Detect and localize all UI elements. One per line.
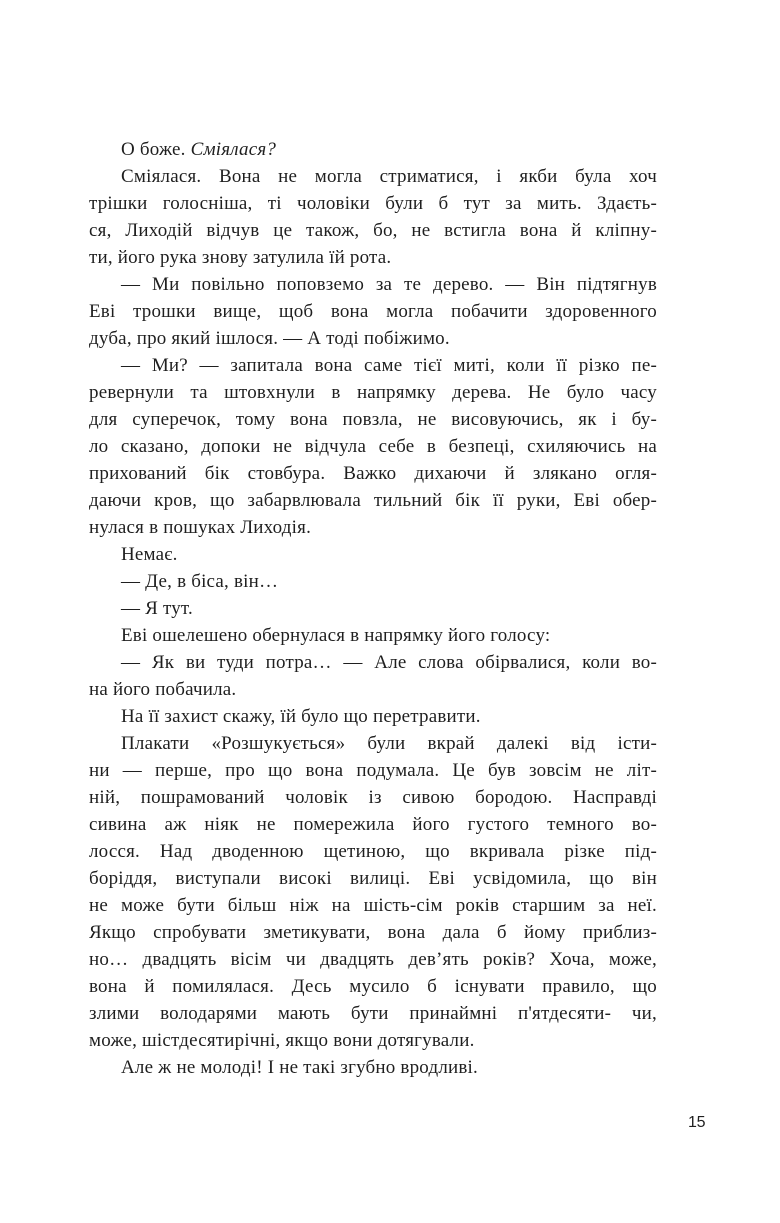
text-line (89, 568, 657, 595)
text-line (89, 595, 657, 622)
text-run: Еві трошки вище, щоб вона могла побачити здоровенного (89, 301, 657, 322)
text-run: На її захист скажу, їй було що перетравити. (121, 706, 481, 727)
text-run: Еві ошелешено обернулася в напрямку його голосу: (121, 625, 551, 646)
italic-text-run: Сміялася? (190, 139, 277, 160)
text-line (89, 973, 657, 1000)
text-line (89, 352, 657, 379)
text-run: — Я тут. (121, 598, 193, 619)
text-line (89, 136, 657, 163)
text-line (89, 784, 657, 811)
text-line (89, 514, 657, 541)
text-run: ревернули та штовхнули в напрямку дерева. Не було часу (89, 382, 657, 403)
text-line (89, 379, 657, 406)
text-run: боріддя, виступали високі вилиці. Еві усвідомила, що він (89, 868, 657, 889)
text-line (89, 460, 657, 487)
text-run: трішки голосніша, ті чоловіки були б тут за мить. Здаєть- (89, 193, 657, 214)
text-line (89, 1000, 657, 1027)
text-run: сивина аж ніяк не помережила його густого темного во- (89, 814, 657, 835)
text-line (89, 244, 657, 271)
text-line (89, 919, 657, 946)
text-line (89, 730, 657, 757)
text-run: Але ж не молоді! І не такі згубно вродливі. (121, 1057, 478, 1078)
text-run: нулася в пошуках Лиходія. (89, 517, 312, 538)
text-run: для суперечок, тому вона повзла, не висовуючись, як і бу- (89, 409, 657, 430)
text-run: Немає. (121, 544, 178, 565)
text-line (89, 433, 657, 460)
text-run: злими володарями мають бути принаймні п'ятдесяти- чи, (89, 1003, 657, 1024)
text-run: но… двадцять вісім чи двадцять дев’ять років? Хоча, може, (89, 949, 657, 970)
text-run: дуба, про який ішлося. — А тоді побіжимо. (89, 328, 450, 349)
text-line (89, 811, 657, 838)
text-run: ся, Лиходій відчув це також, бо, не встигла вона й кліпну- (89, 220, 657, 241)
text-run: лосся. Над дводенною щетиною, що вкривала різке під- (89, 841, 657, 862)
text-line (89, 298, 657, 325)
text-line (89, 406, 657, 433)
text-line (89, 865, 657, 892)
page-number: 15 (688, 1114, 706, 1131)
text-line (89, 487, 657, 514)
text-run: — Де, в біса, він… (121, 571, 279, 592)
text-run: Плакати «Розшукується» були вкрай далекі від істи- (121, 733, 657, 754)
text-line (89, 1027, 657, 1054)
text-run: — Як ви туди потра… — Але слова обірвалися, коли во- (121, 652, 657, 673)
text-run: даючи кров, що забарвлювала тильний бік її руки, Еві обер- (89, 490, 657, 511)
text-run: ній, пошрамований чоловік із сивою бородою. Насправді (89, 787, 657, 808)
text-line (89, 649, 657, 676)
text-run: на його побачила. (89, 679, 237, 700)
text-line (89, 622, 657, 649)
text-line (89, 217, 657, 244)
text-run: прихований бік стовбура. Важко дихаючи й злякано огля- (89, 463, 657, 484)
text-run: — Ми повільно поповземо за те дерево. — Він підтягнув (121, 274, 657, 295)
text-line (89, 325, 657, 352)
text-line (89, 676, 657, 703)
text-line (89, 1054, 657, 1081)
text-run: — Ми? — запитала вона саме тієї миті, коли її різко пе- (121, 355, 657, 376)
text-run: Сміялася. Вона не могла стриматися, і якби була хоч (121, 166, 657, 187)
text-line (89, 892, 657, 919)
text-run: вона й помилялася. Десь мусило б існувати правило, що (89, 976, 657, 997)
text-line (89, 703, 657, 730)
text-line (89, 541, 657, 568)
text-run: не може бути більш ніж на шість-сім років старшим за неї. (89, 895, 657, 916)
text-run: ло сказано, допоки не відчула себе в безпеці, схиляючись на (89, 436, 657, 457)
body-text (89, 136, 657, 1081)
text-line (89, 757, 657, 784)
text-run: може, шістдесятирічні, якщо вони дотягували. (89, 1030, 475, 1051)
text-run: Якщо спробувати зметикувати, вона дала б йому приблиз- (89, 922, 657, 943)
text-run: О боже. (121, 139, 191, 160)
text-line (89, 271, 657, 298)
text-run: ти, його рука знову затулила їй рота. (89, 247, 392, 268)
text-line (89, 838, 657, 865)
text-line (89, 946, 657, 973)
text-line (89, 190, 657, 217)
text-run: ни — перше, про що вона подумала. Це був зовсім не літ- (89, 760, 657, 781)
text-line (89, 163, 657, 190)
